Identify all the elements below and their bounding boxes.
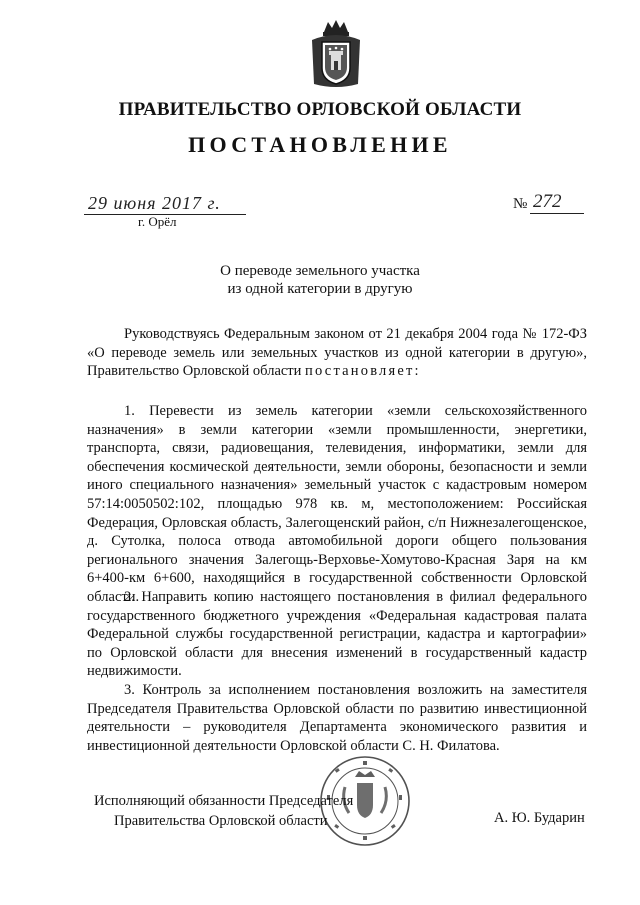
item-1-paragraph: 1. Перевести из земель категории «земли сельскохозяйственного назначения» в земли категории «земли промышленности, энергетики, транспорта, связи, радиовещания, телевидения, информатики, земли для обеспечения космической деятельности, земли обороны, безопасности и земли иного специального назначения» земельный участок с кадастровым номером 57:14:0050502:102, площадью 978 кв. м, местоположением: Российская Федерация, Орловская область, Залегощенский район, с/п Нижнезалегощенское, д. Сутолка, полоса отвода автомобильной дороги общего пользования регионального значения Залегощь-Верховье-Хомутово-Красная Заря на км 6+400-км 6+600, находящийся в государственной собственности Орловской области. [87, 403, 587, 605]
item-3-paragraph: 3. Контроль за исполнением постановления возложить на заместителя Председателя Правительства Орловской области по развитию инвестиционной деятельности – руководителя Департамента экономического развития и инвестиционной деятельности Орловской области С. Н. Филатова. [87, 682, 587, 754]
government-title: ПРАВИТЕЛЬСТВО ОРЛОВСКОЙ ОБЛАСТИ [118, 99, 522, 120]
signatory-name: А. Ю. Бударин [494, 810, 585, 826]
coat-of-arms-icon [308, 18, 364, 90]
preamble-text: Руководствуясь Федеральным законом от 21 декабря 2004 года № 172-ФЗ «О переводе земель или земельных участков из одной категории в другую», Правительство Орловской области [87, 326, 587, 380]
document-date: 29 июня 2017 г. [88, 193, 221, 213]
signatory-position [94, 791, 353, 831]
preamble-paragraph [87, 325, 587, 381]
signatory-position-line-1: Исполняющий обязанности Председателя [94, 793, 354, 809]
subject-line-1: О переводе земельного участка [220, 263, 420, 279]
document-number-prefix: № [513, 196, 528, 212]
document-city: г. Орёл [138, 214, 177, 229]
document-type: ПОСТАНОВЛЕНИЕ [188, 132, 452, 157]
number-underline [530, 213, 584, 214]
preamble-verb: постановляет [305, 363, 415, 380]
document-subject [0, 262, 640, 298]
signatory-position-line-2: Правительства Орловской области [114, 813, 328, 829]
subject-line-2: из одной категории в другую [227, 281, 413, 297]
item-2-paragraph: 2. Направить копию настоящего постановления в филиал федерального государственного бюджетного учреждения «Федеральная кадастровая палата Федеральной службы государственной регистрации, кадастра и картографии» по Орловской области для внесения изменений в государственный кадастр недвижимости. [87, 589, 587, 680]
preamble-end: : [414, 363, 419, 380]
document-number: 272 [533, 191, 562, 212]
